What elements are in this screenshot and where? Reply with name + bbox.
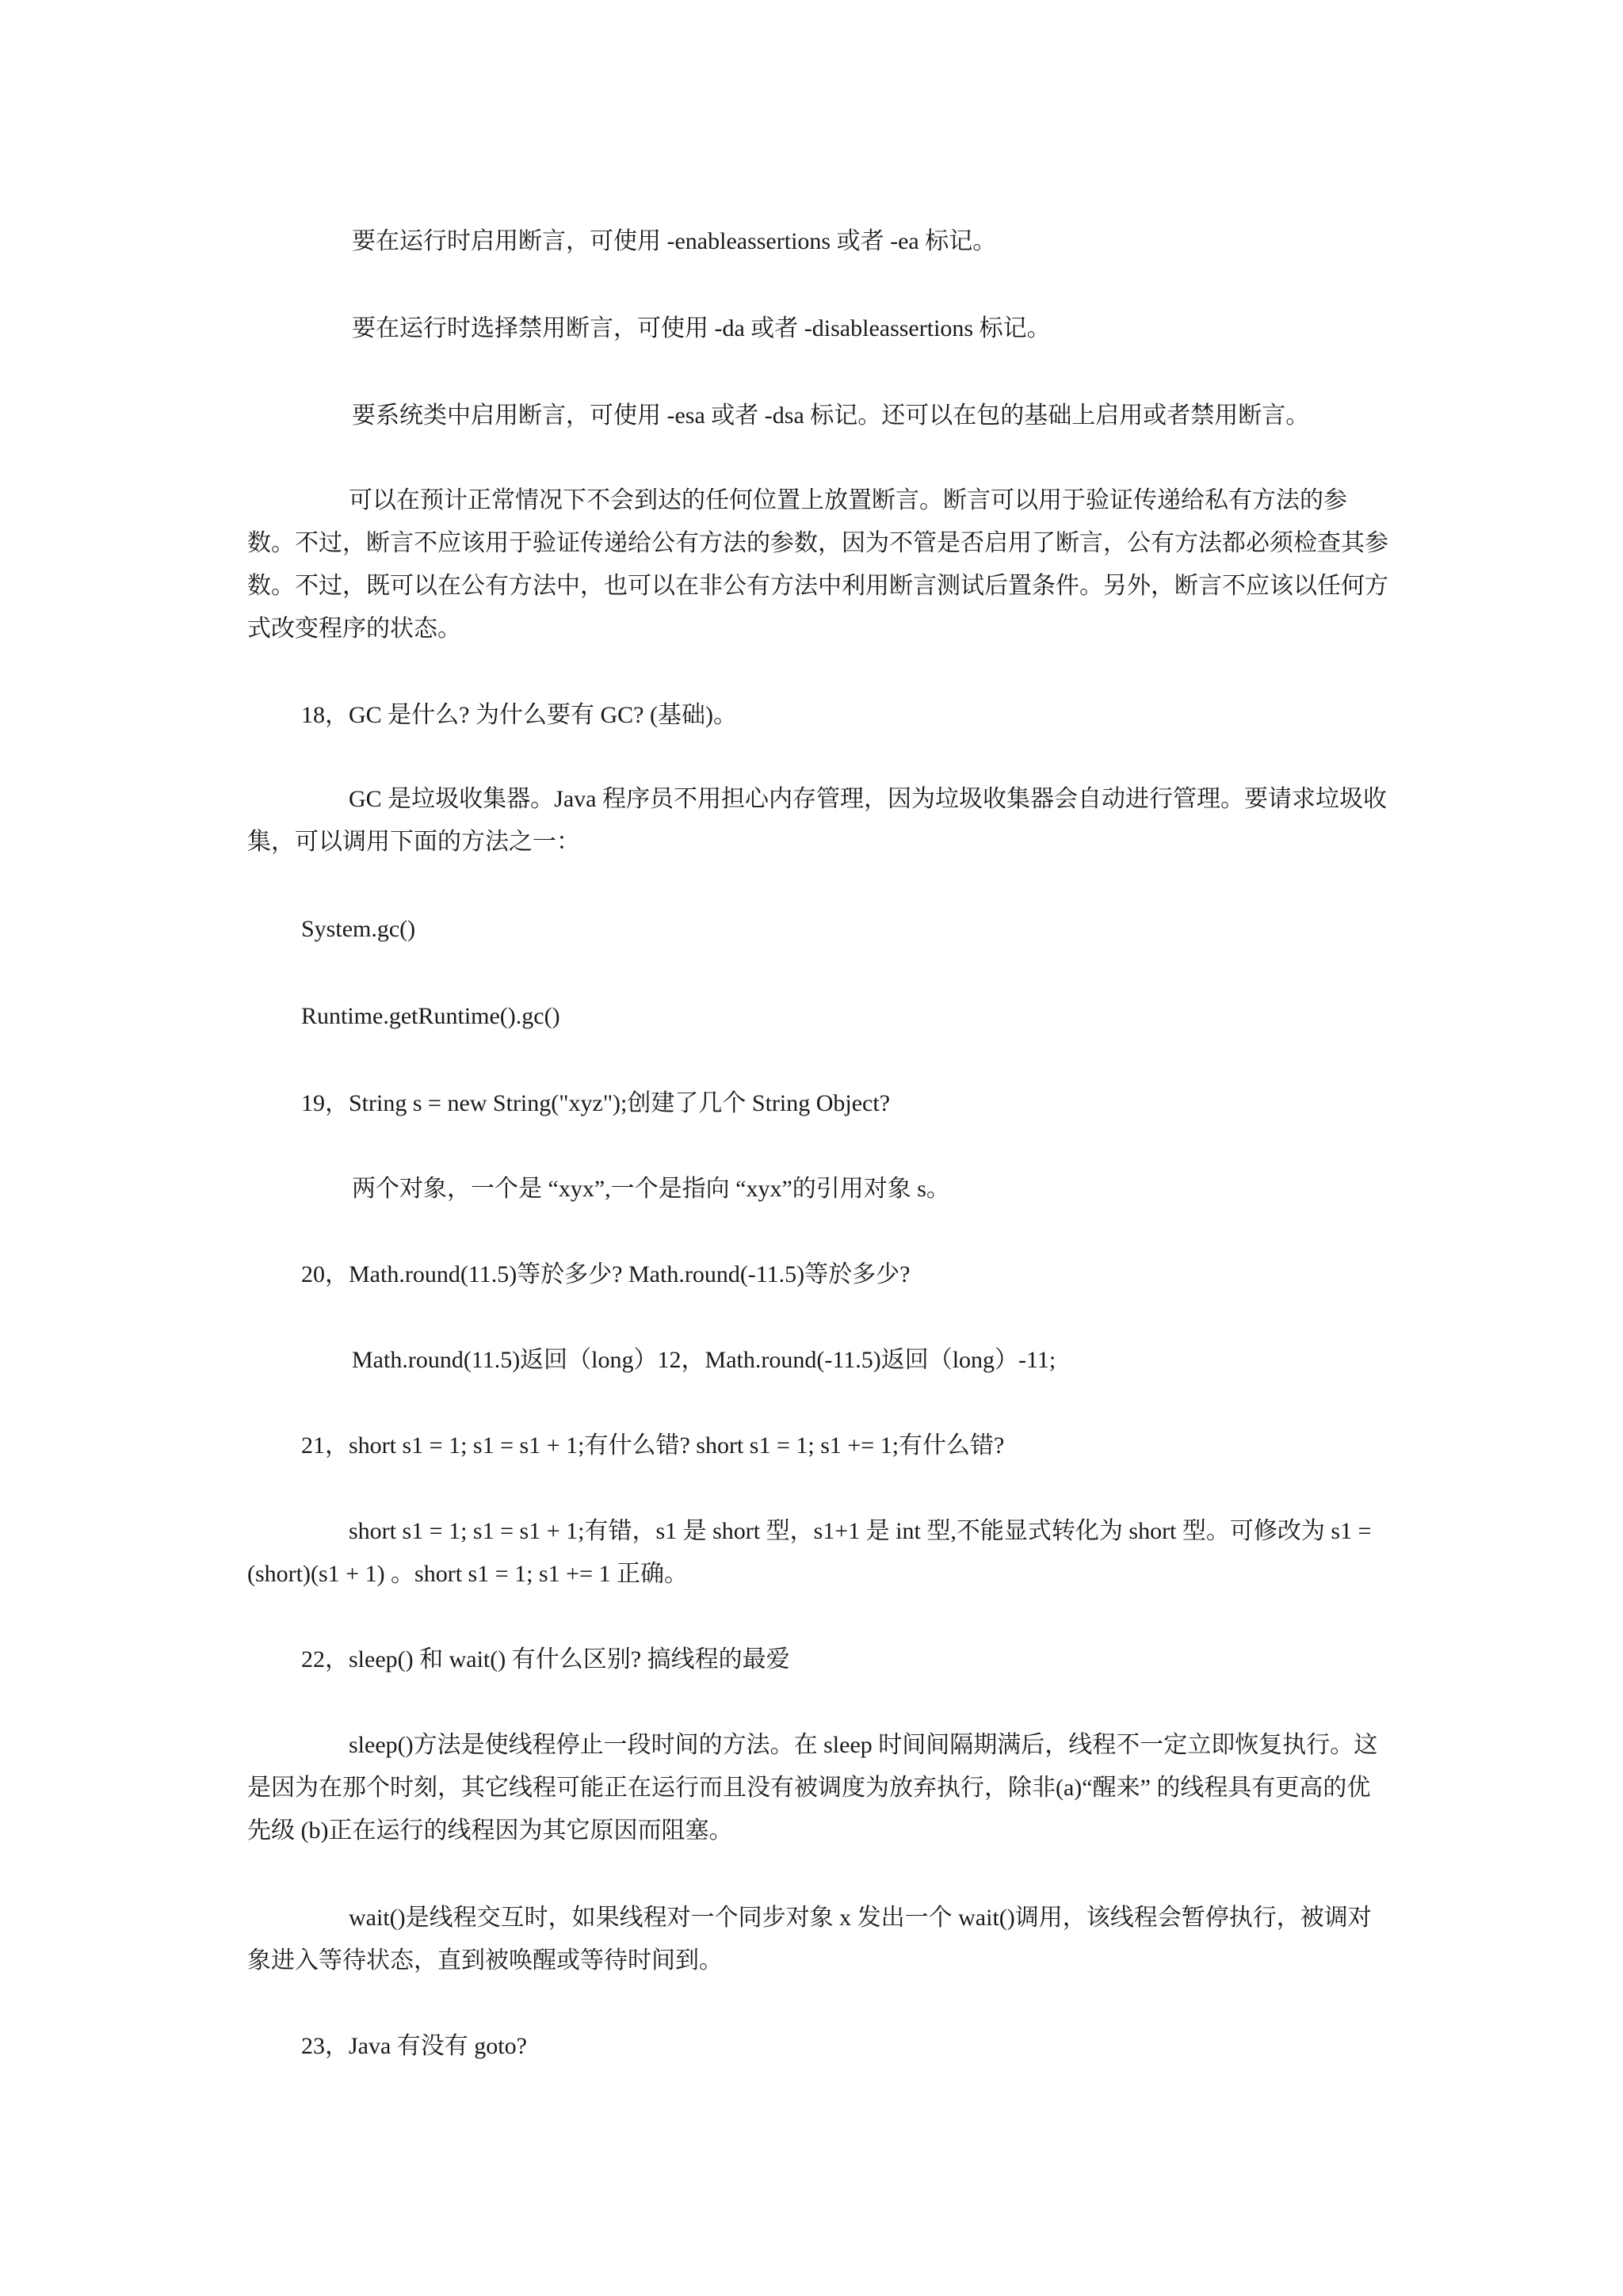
question-22: 22，sleep() 和 wait() 有什么区别? 搞线程的最爱 — [301, 1646, 790, 1672]
question-19: 19，String s = new String("xyz");创建了几个 String Object? — [301, 1090, 891, 1116]
code-runtime-gc: Runtime.getRuntime().gc() — [301, 1003, 560, 1029]
paragraph-system-assertions: 要系统类中启用断言，可使用 -esa 或者 -dsa 标记。还可以在包的基础上启用或者禁用断言。 — [352, 402, 1310, 429]
answer-19: 两个对象，一个是 “xyx”,一个是指向 “xyx”的引用对象 s。 — [352, 1176, 950, 1202]
question-21: 21，short s1 = 1; s1 = s1 + 1;有什么错? short s1 = 1; s1 += 1;有什么错? — [301, 1432, 1005, 1459]
code-system-gc: System.gc() — [301, 916, 416, 942]
paragraph-disable-assertions: 要在运行时选择禁用断言，可使用 -da 或者 -disableassertions 标记。 — [352, 315, 1051, 341]
question-23: 23，Java 有没有 goto? — [301, 2033, 527, 2059]
answer-20: Math.round(11.5)返回（long）12，Math.round(-11.5)返回（long）-11; — [352, 1347, 1056, 1373]
answer-22-wait: wait()是线程交互时，如果线程对一个同步对象 x 发出一个 wait()调用，该线程会暂停执行，被调对象进入等待状态，直到被唤醒或等待时间到。 — [247, 1905, 1372, 1974]
question-18: 18，GC 是什么? 为什么要有 GC? (基础)。 — [301, 702, 737, 728]
answer-18: GC 是垃圾收集器。Java 程序员不用担心内存管理，因为垃圾收集器会自动进行管理。要请求垃圾收集，可以调用下面的方法之一： — [247, 786, 1387, 855]
paragraph-enable-assertions: 要在运行时启用断言，可使用 -enableassertions 或者 -ea 标记。 — [352, 228, 997, 254]
answer-22-sleep: sleep()方法是使线程停止一段时间的方法。在 sleep 时间间隔期满后，线程不一定立即恢复执行。这是因为在那个时刻，其它线程可能正在运行而且没有被调度为放弃执行，除非(a)“醒来” 的线程具有更高的优先级 (b)正在运行的线程因为其它原因而阻塞。 — [247, 1732, 1378, 1844]
answer-21: short s1 = 1; s1 = s1 + 1;有错，s1 是 short 型，s1+1 是 int 型,不能显式转化为 short 型。可修改为 s1 =(short)(s1 + 1) 。short s1 = 1; s1 += 1 正确。 — [247, 1518, 1372, 1587]
question-20: 20，Math.round(11.5)等於多少? Math.round(-11.5)等於多少? — [301, 1261, 911, 1287]
paragraph-assertion-usage: 可以在预计正常情况下不会到达的任何位置上放置断言。断言可以用于验证传递给私有方法的参数。不过，断言不应该用于验证传递给公有方法的参数，因为不管是否启用了断言，公有方法都必须检查其参数。不过，既可以在公有方法中，也可以在非公有方法中利用断言测试后置条件。另外，断言不应该以任何方式改变程序的状态。 — [247, 487, 1388, 642]
